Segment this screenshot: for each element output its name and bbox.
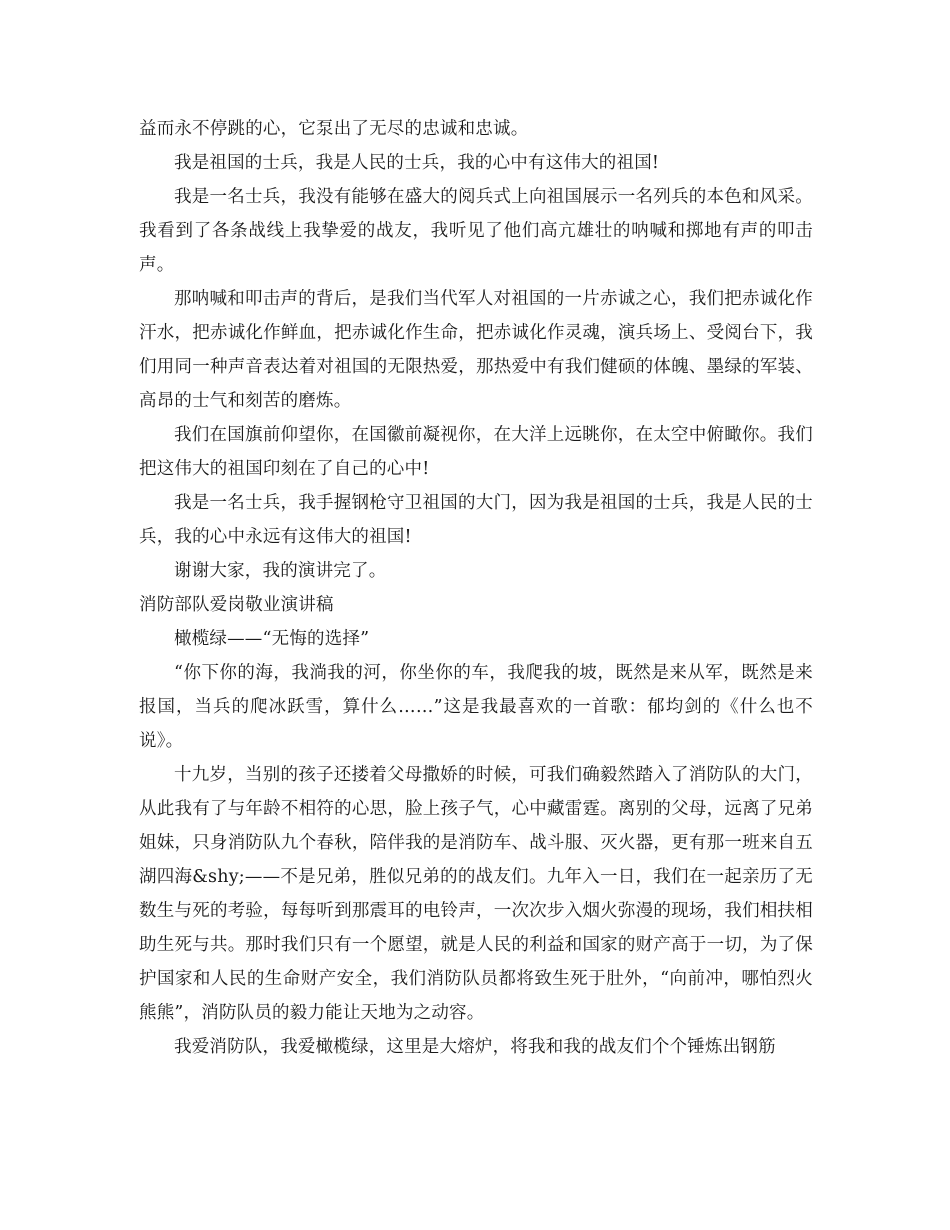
- paragraph-10: “你下你的海，我淌我的河，你坐你的车，我爬我的坡，既然是来从军，既然是来报国，当兵的爬冰跃雪，算什么……”这是我最喜欢的一首歌：郁均剑的《什么也不说》。: [139, 663, 813, 751]
- paragraph-7: 谢谢大家，我的演讲完了。: [174, 561, 387, 581]
- paragraph-5: 我们在国旗前仰望你，在国徽前凝视你，在大洋上远眺你，在太空中俯瞰你。我们把这伟大的祖国印刻在了自己的心中!: [139, 425, 813, 479]
- section-heading: 消防部队爱岗敬业演讲稿: [139, 595, 334, 615]
- paragraph-11: 十九岁，当别的孩子还搂着父母撒娇的时候，可我们确毅然踏入了消防队的大门，从此我有了与年龄不相符的心思，脸上孩子气，心中藏雷霆。离别的父母，远离了兄弟姐妹，只身消防队九个春秋，陪伴我的是消防车、战斗服、灭火器，更有那一班来自五湖四海&shy;——不是兄弟，胜似兄弟的的战友们。九年入一日，我们在一起亲历了无数生与死的考验，每每听到那震耳的电铃声，一次次步入烟火弥漫的现场，我们相扶相助生死与共。那时我们只有一个愿望，就是人民的利益和国家的财产高于一切，为了保护国家和人民的生命财产安全，我们消防队员都将致生死于肚外，“向前冲，哪怕烈火熊熊”，消防队员的毅力能让天地为之动容。: [139, 765, 813, 1023]
- paragraph-6: 我是一名士兵，我手握钢枪守卫祖国的大门，因为我是祖国的士兵，我是人民的士兵，我的心中永远有这伟大的祖国!: [139, 493, 813, 547]
- paragraph-1: 益而永不停跳的心，它泵出了无尽的忠诚和忠诚。: [139, 119, 529, 139]
- paragraph-3: 我是一名士兵，我没有能够在盛大的阅兵式上向祖国展示一名列兵的本色和风采。我看到了各条战线上我挚爱的战友，我听见了他们高亢雄壮的呐喊和掷地有声的叩击声。: [139, 187, 813, 275]
- paragraph-4: 那呐喊和叩击声的背后，是我们当代军人对祖国的一片赤诚之心，我们把赤诚化作汗水，把赤诚化作鲜血，把赤诚化作生命，把赤诚化作灵魂，演兵场上、受阅台下，我们用同一种声音表达着对祖国的无限热爱，那热爱中有我们健硕的体魄、墨绿的军装、高昂的士气和刻苦的磨炼。: [139, 289, 813, 411]
- section-subtitle: 橄榄绿——“无悔的选择”: [174, 629, 370, 649]
- paragraph-12: 我爱消防队，我爱橄榄绿，这里是大熔炉，将我和我的战友们个个锤炼出钢筋: [174, 1037, 776, 1057]
- document-body: [139, 112, 813, 1064]
- paragraph-2: 我是祖国的士兵，我是人民的士兵，我的心中有这伟大的祖国!: [174, 153, 660, 173]
